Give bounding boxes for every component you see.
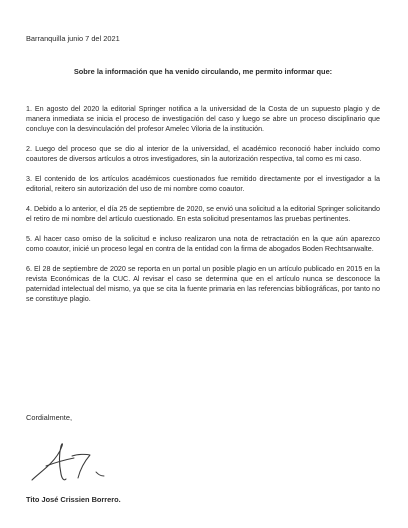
letter-body [26,104,380,314]
paragraph-1: 1. En agosto del 2020 la editorial Springer notifica a la universidad de la Costa de un supuesto plagio y de manera inmediata se inicia el proceso de investigación del caso y luego se abre un proceso disciplinario que concluye con la desvinculación del profesor Amelec Viloria de la institución. [26,105,380,133]
handwritten-signature [26,436,136,488]
paragraph-5: 5. Al hacer caso omiso de la solicitud e incluso realizaron una nota de retractación en la que aún aparezco como coautor, inicié un proceso legal en contra de la entidad con la firma de abogados Boden Rechtsanwalte. [26,235,380,253]
letter-heading: Sobre la información que ha venido circulando, me permito informar que: [73,67,333,76]
letter-closing: Cordialmente, [26,413,73,422]
signer-name: Tito José Crissien Borrero. [26,495,121,504]
paragraph-3: 3. El contenido de los artículos académicos cuestionados fue remitido directamente por el investigador a la editorial, reitero sin autorización del uso de mi nombre como coautor. [26,175,380,193]
paragraph-4: 4. Debido a lo anterior, el día 25 de septiembre de 2020, se envió una solicitud a la editorial Springer solicitando el retiro de mi nombre del artículo cuestionado. En esta solicitud presentamos las pruebas pertinentes. [26,205,380,223]
paragraph-6: 6. El 28 de septiembre de 2020 se reporta en un portal un posible plagio en un artículo publicado en 2015 en la revista Económicas de la CUC. Al revisar el caso se determina que en el artículo nunca se desconoce la paternidad intelectual del mismo, ya que se cita la fuente primaria en las referencias bibliográficas, por tanto no se constituye plagio. [26,265,380,303]
letter-date: Barranquilla junio 7 del 2021 [26,34,120,43]
paragraph-2: 2. Luego del proceso que se dio al interior de la universidad, el académico reconoció haber incluido como coautores de diversos artículos a otros investigadores, sin la autorización respectiva, tal como es mi caso. [26,145,380,163]
